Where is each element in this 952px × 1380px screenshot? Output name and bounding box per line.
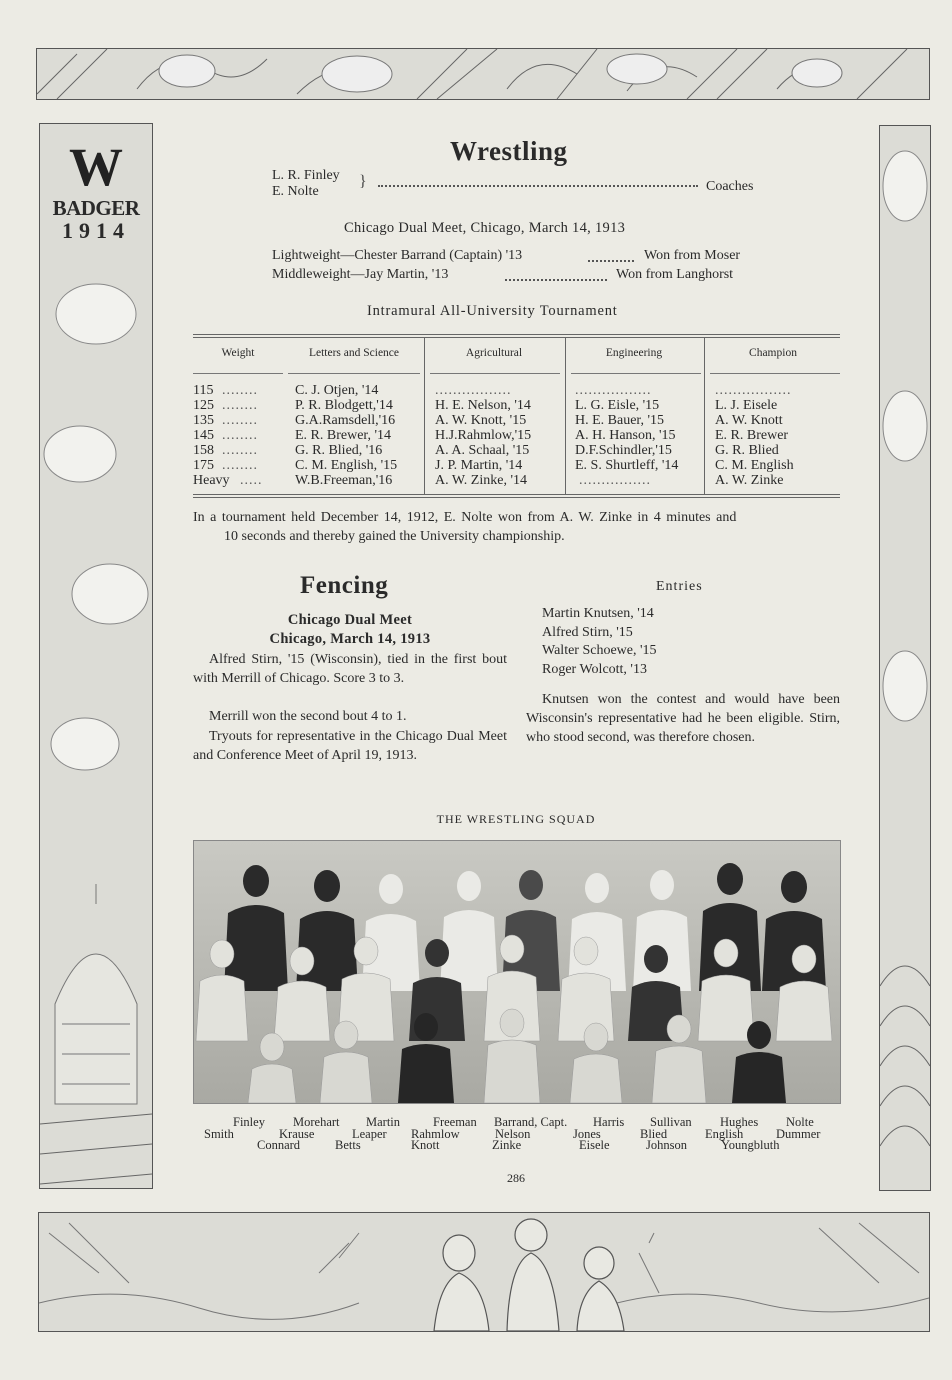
table-cell: A. W. Zinke (715, 473, 784, 488)
col-header-champion: Champion (749, 347, 797, 359)
brace-icon: } (359, 173, 367, 190)
table-cell: H. E. Nelson, '14 (435, 398, 531, 413)
table-cell: A. W. Knott (715, 413, 783, 428)
fencing-result-paragraph: Knutsen won the contest and would have been Wisconsin's representative had he been eligible. Stirn, who stood second, was therefore chosen. (526, 692, 840, 745)
caption-name: Blied (640, 1127, 668, 1141)
caption-name: Freeman (433, 1115, 477, 1129)
table-cell: Heavy (193, 473, 230, 488)
table-divider (424, 338, 425, 494)
table-cell: 175 (193, 458, 214, 473)
leader-dots (378, 185, 698, 187)
table-cell: 145 (193, 428, 214, 443)
entry-item: Walter Schoewe, '15 (542, 643, 657, 658)
caption-name: Hughes (720, 1115, 759, 1129)
caption-name: Knott (411, 1138, 440, 1152)
caption-name: Zinke (492, 1138, 522, 1152)
agricultural-column (435, 383, 531, 488)
caption-name: Nolte (786, 1115, 814, 1129)
table-cell: H.J.Rahmlow,'15 (435, 428, 532, 443)
table-cell: ................. (435, 383, 512, 398)
table-cell: W.B.Freeman,'16 (295, 473, 393, 488)
caption-name: English (705, 1127, 744, 1141)
middleweight-result: Won from Langhorst (616, 267, 734, 282)
caption-name: Harris (593, 1115, 625, 1129)
caption-name: Finley (233, 1115, 265, 1129)
coach-nolte: E. Nolte (272, 184, 319, 199)
caption-name: Johnson (646, 1138, 687, 1152)
dual-meet-heading: Chicago Dual Meet, Chicago, March 14, 1913 (344, 220, 626, 236)
table-cell: ................. (575, 383, 652, 398)
header-underline (288, 373, 420, 374)
table-cell: J. P. Martin, '14 (435, 458, 523, 473)
wrestling-title: Wrestling (450, 136, 568, 166)
fencing-date: Chicago, March 14, 1913 (269, 631, 431, 647)
champion-column (715, 383, 794, 488)
tournament-note: In a tournament held December 14, 1912, E. Nolte won from A. W. Zinke in 4 minutes and (193, 510, 737, 525)
table-cell: G.A.Ramsdell,'16 (295, 413, 396, 428)
caption-name: Betts (335, 1138, 361, 1152)
table-cell: ................ (579, 473, 651, 488)
table-cell: C. M. English (715, 458, 794, 473)
fencing-paragraph: Merrill won the second bout 4 to 1. (209, 709, 407, 724)
entries-heading: Entries (656, 579, 703, 594)
fencing-paragraph: Alfred Stirn, '15 (Wisconsin), tied in the first bout with Merrill of Chicago. Score 3 to 3. (193, 652, 507, 686)
caption-name: Morehart (293, 1115, 340, 1129)
table-cell: 125 (193, 398, 214, 413)
col-header-letters-science: Letters and Science (308, 347, 400, 359)
badger-logo-letter: W (69, 137, 123, 197)
table-cell: C. M. English, '15 (295, 458, 398, 473)
caption-name: Dummer (776, 1127, 821, 1141)
fencing-paragraph: Tryouts for representative in the Chicago Dual Meet and Conference Meet of April 19, 1913. (193, 729, 507, 763)
table-cell: E. R. Brewer, '14 (295, 428, 392, 443)
photo-name-captions (193, 1117, 839, 1157)
header-underline (430, 373, 560, 374)
caption-name: Rahmlow (411, 1127, 460, 1141)
coaches-label: Coaches (706, 179, 754, 194)
table-cell: L. G. Eisle, '15 (575, 398, 660, 413)
table-cell: 135 (193, 413, 214, 428)
table-cell: G. R. Blied (715, 443, 779, 458)
weight-leader-dots: ........ ........ ........ ........ ........ ........ ..... (222, 383, 263, 488)
page-number: 286 (507, 1171, 525, 1185)
table-cell: ................. (715, 383, 792, 398)
table-cell: P. R. Blodgett,'14 (295, 398, 393, 413)
caption-name: Jones (573, 1127, 601, 1141)
fencing-title: Fencing (300, 572, 389, 599)
engineering-column (575, 383, 678, 488)
table-cell: A. W. Zinke, '14 (435, 473, 527, 488)
photo-caption: THE WRESTLING SQUAD (436, 812, 596, 826)
caption-name: Krause (279, 1127, 315, 1141)
table-cell: L. J. Eisele (715, 398, 778, 413)
entry-item: Roger Wolcott, '13 (542, 662, 647, 677)
caption-name: Sullivan (650, 1115, 692, 1129)
col-header-engineering: Engineering (605, 347, 663, 359)
fencing-subheading: Chicago Dual Meet (287, 612, 413, 628)
table-rule (193, 494, 840, 495)
letters-science-column (295, 383, 397, 488)
col-header-agricultural: Agricultural (465, 347, 523, 359)
table-cell: E. R. Brewer (715, 428, 789, 443)
top-decorative-border (36, 48, 930, 100)
caption-name: Eisele (579, 1138, 610, 1152)
badger-logo-year: 1914 (62, 218, 130, 243)
caption-name: Youngbluth (721, 1138, 780, 1152)
right-decorative-border (879, 125, 931, 1191)
middleweight-entry: Middleweight—Jay Martin, '13 (272, 267, 449, 282)
tournament-note-cont: 10 seconds and thereby gained the University championship. (224, 529, 565, 544)
caption-name: Nelson (495, 1127, 531, 1141)
table-cell: 115 (193, 383, 214, 398)
table-cell: E. S. Shurtleff, '14 (575, 458, 679, 473)
table-cell: C. J. Otjen, '14 (295, 383, 379, 398)
table-rule (193, 497, 840, 498)
bottom-decorative-illustration (38, 1212, 930, 1332)
col-header-weight: Weight (221, 347, 255, 359)
wrestling-squad-photo (193, 840, 841, 1104)
caption-name: Connard (257, 1138, 301, 1152)
table-rule (193, 334, 840, 335)
table-cell: A. W. Knott, '15 (435, 413, 527, 428)
entry-item: Alfred Stirn, '15 (542, 625, 633, 640)
header-underline (710, 373, 840, 374)
lightweight-result: Won from Moser (644, 248, 741, 263)
table-rule (193, 337, 840, 338)
table-cell: G. R. Blied, '16 (295, 443, 383, 458)
table-cell: A. A. Schaal, '15 (435, 443, 530, 458)
badger-logo-title: BADGER (52, 196, 140, 220)
entry-item: Martin Knutsen, '14 (542, 606, 654, 621)
table-cell: H. E. Bauer, '15 (575, 413, 665, 428)
coach-finley: L. R. Finley (272, 168, 340, 183)
header-underline (193, 373, 283, 374)
lightweight-entry: Lightweight—Chester Barrand (Captain) '13 (272, 248, 523, 263)
table-divider (704, 338, 705, 494)
caption-name: Leaper (352, 1127, 387, 1141)
table-cell: 158 (193, 443, 214, 458)
table-cell: D.F.Schindler,'15 (575, 443, 672, 458)
caption-name: Barrand, Capt. (494, 1115, 568, 1129)
table-cell: A. H. Hanson, '15 (575, 428, 676, 443)
caption-name: Martin (366, 1115, 401, 1129)
table-divider (565, 338, 566, 494)
leader-dots (588, 260, 634, 262)
leader-dots (505, 279, 607, 281)
header-underline (571, 373, 701, 374)
left-decorative-border (39, 123, 153, 1189)
tournament-heading: Intramural All-University Tournament (367, 303, 618, 319)
caption-name: Smith (204, 1127, 234, 1141)
